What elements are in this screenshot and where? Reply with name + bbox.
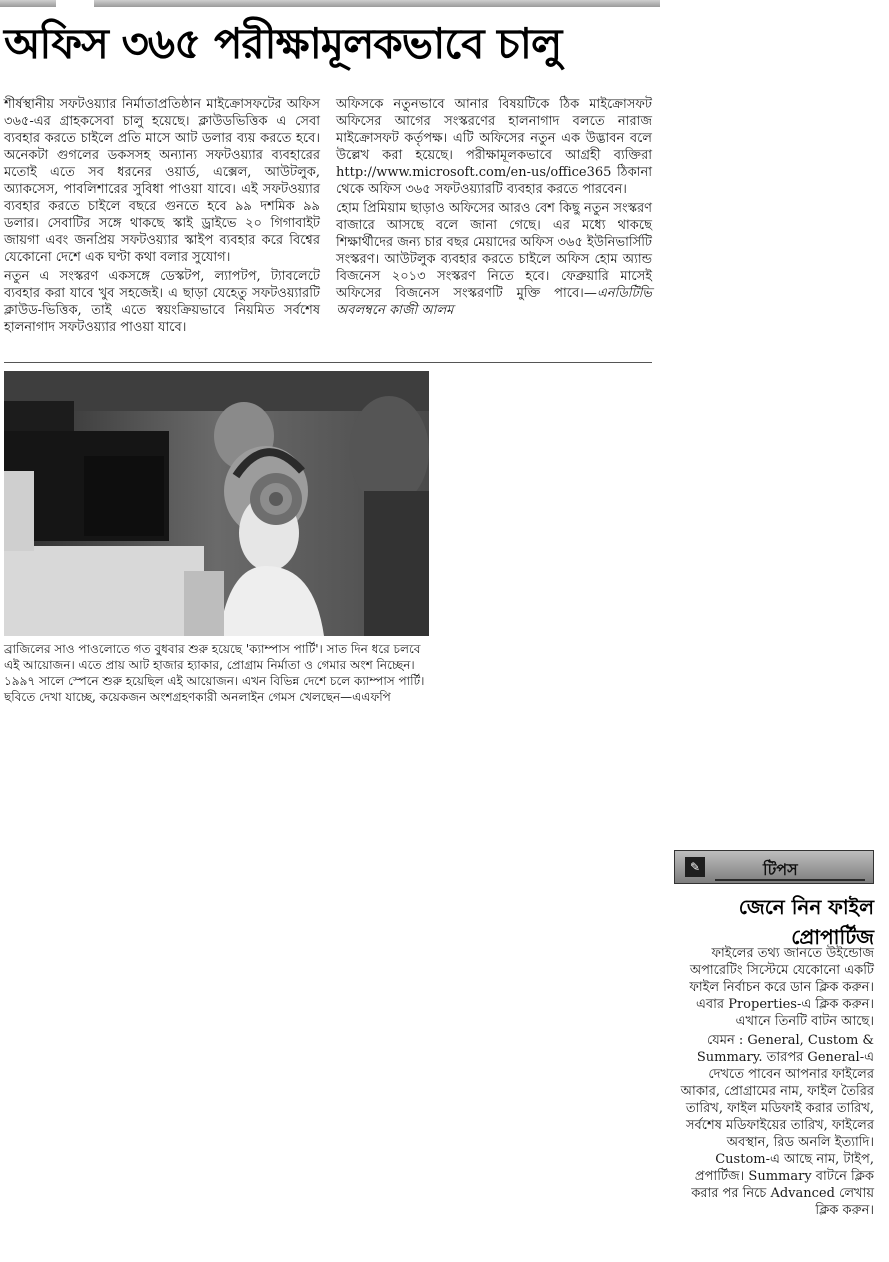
article-column-2 [336,96,652,321]
top-rule [0,0,660,7]
tips-title: জেনে নিন ফাইল প্রোপার্টিজ [738,895,874,949]
top-rule-mark [56,0,94,7]
article-paragraph: নতুন এ সংস্করণ একসঙ্গে ডেস্কটপ, ল্যাপটপ, ট্যাবলেটে ব্যবহার করা যাবে খুব সহজেই। এ ছাড়া যেহেতু সফটওয়্যারটি ক্লাউড-ভিত্তিক, তাই এতে স্বয়ংক্রিয়ভাবে নিয়মিত সর্বশেষ হালনাগাদ সফটওয়্যার পাওয়া যাবে। [4,269,320,335]
article-paragraph: অফিসকে নতুনভাবে আনার বিষয়টিকে ঠিক মাইক্রোসফট অফিসের আগের সংস্করণের হালনাগাদ বলতে নারাজ মাইক্রোসফট কর্তৃপক্ষ। এটি অফিসের নতুন এক উদ্ভাবন বলে উল্লেখ করা হয়েছে। পরীক্ষামূলকভাবে আগ্রহী ব্যক্তিরা http://www.microsoft.com/en-us/office365 ঠিকানা থেকে অফিস ৩৬৫ সফটওয়্যারটি ব্যবহার করতে পারবেন। [336,97,652,197]
tips-header-rule [715,879,865,881]
article-paragraph [336,200,652,319]
article-paragraph-text: হোম প্রিমিয়াম ছাড়াও অফিসের আরও বেশ কিছু নতুন সংস্করণ বাজারে আসছে বলে জানা গেছে। এর মধ্যে থাকছে শিক্ষার্থীদের জন্য চার বছর মেয়াদের অফিস ৩৬৫ ইউনিভার্সিটি সংস্করণ। আউটলুক ব্যবহার করতে চাইলে অফিস হোম অ্যান্ড বিজনেস ২০১৩ সংস্করণ নিতে হবে। ফেব্রুয়ারি মাসেই অফিসের বিজনেস সংস্করণটি মুক্তি পাবে। [336,201,652,301]
tips-paragraph: ফাইলের তথ্য জানতে উইন্ডোজ অপারেটিং সিস্টেমে যেকোনো একটি ফাইল নির্বাচন করে ডান ক্লিক করুন। এবার Properties-এ ক্লিক করুন। এখানে তিনটি বাটন আছে। [689,946,874,1029]
section-divider [4,362,652,363]
tips-logo-icon: ✎ [685,857,705,877]
article-headline: অফিস ৩৬৫ পরীক্ষামূলকভাবে চালু [4,19,562,68]
tips-label: টিপস [763,860,798,879]
tips-paragraph: যেমন : General, Custom & Summary. তারপর General-এ দেখতে পাবেন আপনার ফাইলের আকার, প্রোগ্রামের নাম, ফাইল তৈরির তারিখ, ফাইল মডিফাই করার তারিখ, সর্বশেষ মডিফাইয়ের তারিখ, ফাইলের অবস্থান, রিড অনলি ইত্যাদি। Custom-এ আছে নাম, টাইপ, প্রপার্টিজ। Summary বাটনে ক্লিক করার পর নিচে Advanced লেখায় ক্লিক করুন। [680,1033,874,1218]
photo-caption: ব্রাজিলের সাও পাওলোতে গত বুধবার শুরু হয়েছে 'ক্যাম্পাস পার্টি'। সাত দিন ধরে চলবে এই আয়োজন। এতে প্রায় আট হাজার হ্যাকার, প্রোগ্রাম নির্মাতা ও গেমার অংশ নিচ্ছেন। ১৯৯৭ সালে স্পেনে শুরু হয়েছিল এই আয়োজন। এখন বিভিন্ন দেশে চলে ক্যাম্পাস পার্টি। ছবিতে দেখা যাচ্ছে, কয়েকজন অংশগ্রহণকারী অনলাইন গেমস খেলছেন—এএফপি [4,642,425,704]
article-paragraph: শীর্ষস্থানীয় সফটওয়্যার নির্মাতাপ্রতিষ্ঠান মাইক্রোসফটের অফিস ৩৬৫-এর গ্রাহকসেবা চালু হয়েছে। ক্লাউডভিত্তিক এ সেবা ব্যবহার করতে চাইলে প্রতি মাসে আট ডলার ব্যয় করতে হবে। অনেকটা গুগলের ডকসসহ অন্যান্য সফটওয়্যার ব্যবহারের মতোই এতে সব ধরনের ওয়ার্ড, এক্সেল, আউটলুক, অ্যাকসেস, পাবলিশারের সুবিধা পাওয়া যাবে। এই সফটওয়্যার ব্যবহার করতে চাইলে বছরে গুনতে হবে ৯৯ দশমিক ৯৯ ডলার। সেবাটির সঙ্গে থাকছে স্কাই ড্রাইভে ২০ গিগাবাইট জায়গা এবং জনপ্রিয় সফটওয়্যার স্কাইপ ব্যবহার করে বিশ্বের যেকোনো দেশে এক ঘণ্টা কথা বলার সুযোগ। [4,97,320,265]
gamers-photo-illustration [4,371,429,636]
article-byline: —এনডিটিভি অবলম্বনে কাজী আলম [336,286,652,318]
article-column-1 [4,96,320,338]
tips-body [674,945,874,1221]
news-photo [4,371,429,636]
tips-header [674,850,874,884]
